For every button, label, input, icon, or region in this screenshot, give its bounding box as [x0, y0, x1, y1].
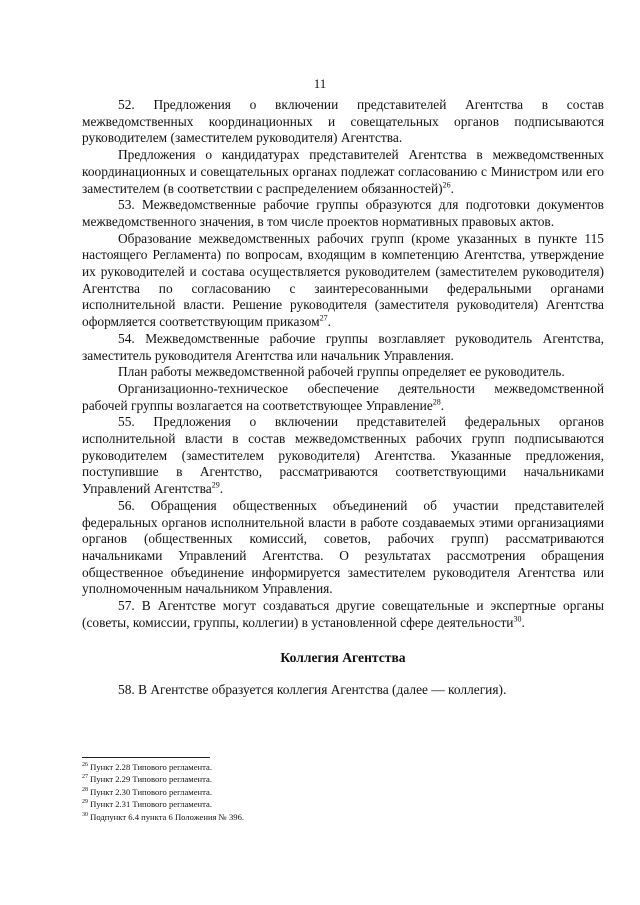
footnote-ref: 26: [442, 180, 451, 190]
footnote-ref: 27: [319, 313, 328, 323]
paragraph-57: 57. В Агентстве могут создаваться другие совещательные и экспертные органы (советы, комиссии, группы, коллегии) в установленной сфере деятельности$^{30}$.: [82, 598, 604, 630]
paragraph-55: 55. Предложения о включении представителей федеральных органов исполнительной власти в состав межведомственных рабочих групп подписываются руководителем (заместителем руководителя) Агентства. Указанные предложения, поступившие в Агентство, рассматриваются соответствующими начальниками Управлений Агентства$^{29}$.: [82, 414, 604, 497]
footnote-item: $^{30}$ Подпункт 6.4 пункта 6 Положения № 396.: [82, 811, 245, 822]
footnote-divider: [82, 757, 210, 758]
footnote-item: $^{29}$ Пункт 2.31 Типового регламента.: [82, 799, 212, 810]
paragraph-54-2: План работы межведомственной рабочей группы определяет ее руководитель.: [118, 364, 565, 380]
footnote-ref: 30: [513, 614, 522, 624]
paragraph-53-2: Образование межведомственных рабочих групп (кроме указанных в пункте 115 настоящего Регламента) по вопросам, входящим в компетенцию Агентства, утверждение их руководителей и состава осуществляется руководителем (заместителем руководителя) Агентства по согласованию с заинтересованными федеральными органами исполнительной власти. Решение руководителя (заместителя руководителя) Агентства оформляется соответствующим приказом$^{27}$.: [82, 230, 604, 330]
footnote-ref: 29: [211, 480, 220, 490]
paragraph-58: 58. В Агентстве образуется коллегия Агентства (далее — коллегия).: [118, 682, 507, 698]
footnotes: [82, 761, 482, 823]
footnote-item: $^{27}$ Пункт 2.29 Типового регламента.: [82, 774, 212, 785]
footnote-item: $^{28}$ Пункт 2.30 Типового регламента.: [82, 786, 212, 797]
paragraph-54: 54. Межведомственные рабочие группы возглавляет руководитель Агентства, заместитель руководителя Агентства или начальник Управления.: [82, 330, 604, 363]
page-number: 11: [313, 76, 327, 91]
section-heading: Коллегия Агентства: [280, 649, 406, 665]
footnote-ref: 28: [432, 397, 441, 407]
document-body: [82, 97, 604, 699]
paragraph-56: 56. Обращения общественных объединений об участии представителей федеральных органов исполнительной власти в работе создаваемых этими организациями органов (общественных комиссий, советов, рабочих групп) рассматриваются начальниками Управлений Агентства. О результатах рассмотрения обращения общественное объединение информируется заместителем руководителя Агентства или уполномоченным начальником Управления.: [82, 497, 604, 597]
footnote-item: $^{26}$ Пункт 2.28 Типового регламента.: [82, 762, 212, 772]
paragraph-52-2: Предложения о кандидатурах представителей Агентства в межведомственных координационных и совещательных органах подлежат согласованию с Министром или его заместителем (в соответствии с распределением обязанностей)$^{26}$.: [82, 147, 604, 196]
paragraph-53: 53. Межведомственные рабочие группы образуются для подготовки документов межведомственного значения, в том числе проектов нормативных правовых актов.: [82, 197, 604, 229]
paragraph-52: 52. Предложения о включении представителей Агентства в состав межведомственных координационных и совещательных органов подписываются руководителем (заместителем руководителя) Агентства.: [82, 97, 604, 146]
paragraph-54-3: Организационно-техническое обеспечение деятельности межведомственной рабочей группы возлагается на соответствующее Управление$^{28}$.: [82, 380, 604, 413]
